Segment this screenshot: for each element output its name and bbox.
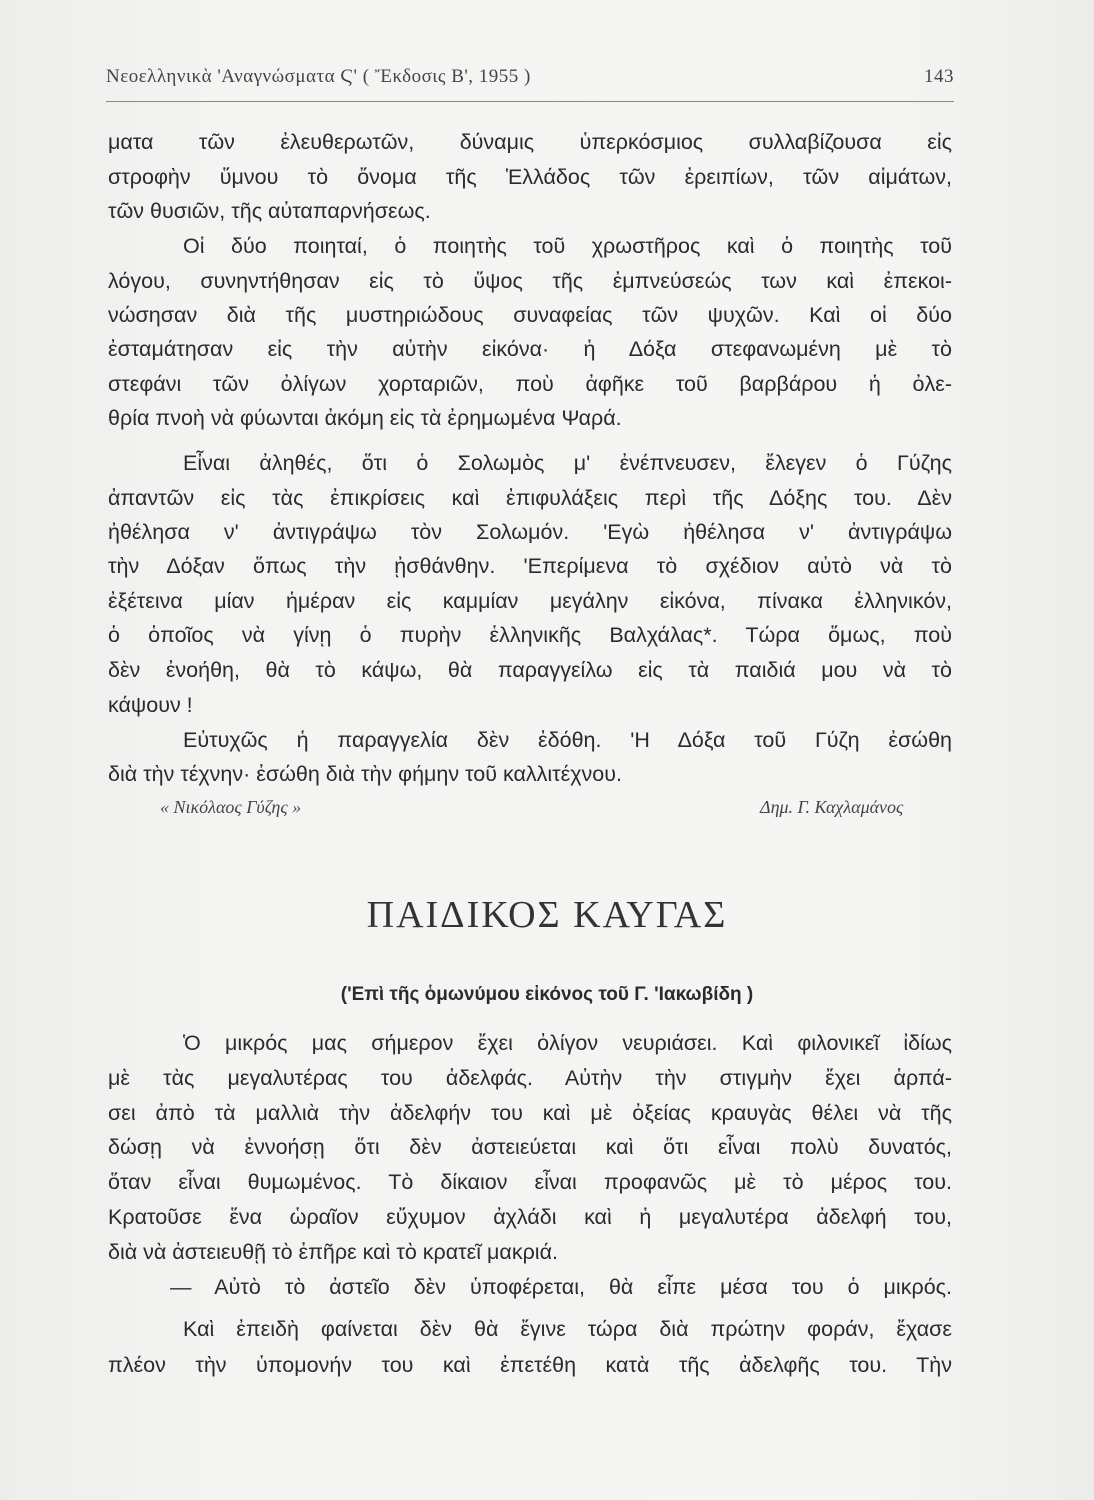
signature-author: Δημ. Γ. Καχλαμάνος [760, 797, 904, 817]
text-line: — Αὐτὸ τὸ ἀστεῖο δὲν ὑποφέρεται, θὰ εἶπε μέσα του ὁ μικρός. [170, 1275, 952, 1299]
text-line: τὴν Δόξαν ὅπως τὴν ᾐσθάνθην. 'Επερίμενα τὸ σχέδιον αὐτὸ νὰ τὸ [108, 554, 952, 578]
text-line: κάψουν ! [108, 693, 193, 717]
text-line: διὰ νὰ ἀστειευθῇ τὸ ἐπῆρε καὶ τὸ κρατεῖ μακριά. [108, 1240, 558, 1264]
text-line: τῶν θυσιῶν, τῆς αὐταπαρνήσεως. [108, 199, 431, 223]
text-line: διὰ τὴν τέχνην· ἐσώθη διὰ τὴν φήμην τοῦ καλλιτέχνου. [108, 762, 622, 786]
text-line: Καὶ ἐπειδὴ φαίνεται δὲν θὰ ἔγινε τώρα διὰ πρώτην φοράν, ἔχασε [183, 1317, 952, 1341]
text-line: ἀπαντῶν εἰς τὰς ἐπικρίσεις καὶ ἐπιφυλάξεις περὶ τῆς Δόξης του. Δὲν [108, 486, 952, 510]
text-line: Εἶναι ἀληθές, ὅτι ὁ Σολωμὸς μ' ἐνέπνευσεν, ἔλεγεν ὁ Γύζης [183, 451, 952, 475]
text-line: Κρατοῦσε ἕνα ὡραῖον εὔχυμον ἀχλάδι καὶ ἡ μεγαλυτέρα ἀδελφή του, [108, 1205, 952, 1229]
section-title: ΠΑΙΔΙΚΟΣ ΚΑΥΓΑΣ [366, 894, 728, 936]
text-line: σει ἀπὸ τὰ μαλλιὰ τὴν ἀδελφήν του καὶ μὲ ὀξείας κραυγὰς θέλει νὰ τῆς [108, 1101, 952, 1125]
running-title: Νεοελληνικὰ 'Αναγνώσματα Ϛ' ( Ἔκδοσις Β', 1955 ) [106, 66, 531, 87]
text-line: Εὐτυχῶς ἡ παραγγελία δὲν ἐδόθη. 'Η Δόξα τοῦ Γύζη ἐσώθη [183, 728, 952, 752]
text-line: Οἱ δύο ποιηταί, ὁ ποιητὴς τοῦ χρωστῆρος καὶ ὁ ποιητὴς τοῦ [183, 234, 952, 258]
text-line: ἐσταμάτησαν εἰς τὴν αὐτὴν εἰκόνα· ἡ Δόξα στεφανωμένη μὲ τὸ [108, 337, 952, 361]
text-line: Ὁ μικρός μας σήμερον ἔχει ὀλίγον νευριάσει. Καὶ φιλονικεῖ ἰδίως [183, 1031, 952, 1055]
text-line: ἐξέτεινα μίαν ἡμέραν εἰς καμμίαν μεγάλην εἰκόνα, πίνακα ἑλληνικόν, [108, 589, 952, 613]
text-line: ἠθέλησα ν' ἀντιγράψω τὸν Σολωμόν. 'Εγὼ ἠθέλησα ν' ἀντιγράψω [108, 520, 952, 544]
text-line: στεφάνι τῶν ὀλίγων χορταριῶν, ποὺ ἀφῆκε τοῦ βαρβάρου ἡ ὀλε- [108, 372, 952, 396]
text-line: δὲν ἐνοήθη, θὰ τὸ κάψω, θὰ παραγγείλω εἰς τὰ παιδιά μου νὰ τὸ [108, 658, 952, 682]
text-line: ὁ ὁποῖος νὰ γίνῃ ὁ πυρὴν ἑλληνικῆς Βαλχάλας*. Τώρα ὅμως, ποὺ [108, 623, 952, 647]
header-rule [106, 101, 954, 102]
running-header [106, 66, 954, 88]
section-subtitle: ('Επὶ τῆς ὁμωνύμου εἰκόνος τοῦ Γ. 'Ιακωβίδη ) [340, 984, 754, 1005]
text-line: στροφὴν ὕμνου τὸ ὄνομα τῆς Ἑλλάδος τῶν ἐρειπίων, τῶν αἱμάτων, [108, 165, 952, 189]
text-line: ὅταν εἶναι θυμωμένος. Τὸ δίκαιον εἶναι προφανῶς μὲ τὸ μέρος του. [108, 1170, 952, 1194]
text-line: νώσησαν διὰ τῆς μυστηριώδους συναφείας τῶν ψυχῶν. Καὶ οἱ δύο [108, 303, 952, 327]
text-line: λόγου, συνηντήθησαν εἰς τὸ ὕψος τῆς ἐμπνεύσεώς των καὶ ἐπεκοι- [108, 269, 952, 293]
signature-work: « Νικόλαος Γύζης » [160, 797, 302, 817]
text-line: πλέον τὴν ὑπομονήν του καὶ ἐπετέθη κατὰ τῆς ἀδελφῆς του. Τὴν [108, 1353, 952, 1377]
text-line: μὲ τὰς μεγαλυτέρας του ἀδελφάς. Αὐτὴν τὴν στιγμὴν ἔχει ἁρπά- [108, 1066, 952, 1090]
page-number: 143 [924, 66, 954, 87]
text-line: ματα τῶν ἐλευθερωτῶν, δύναμις ὑπερκόσμιος συλλαβίζουσα εἰς [108, 130, 952, 154]
text-line: δώσῃ νὰ ἐννοήσῃ ὅτι δὲν ἀστειεύεται καὶ ὅτι εἶναι πολὺ δυνατός, [108, 1135, 952, 1159]
text-line: θρία πνοὴ νὰ φύωνται ἀκόμη εἰς τὰ ἐρημωμένα Ψαρά. [108, 406, 622, 430]
